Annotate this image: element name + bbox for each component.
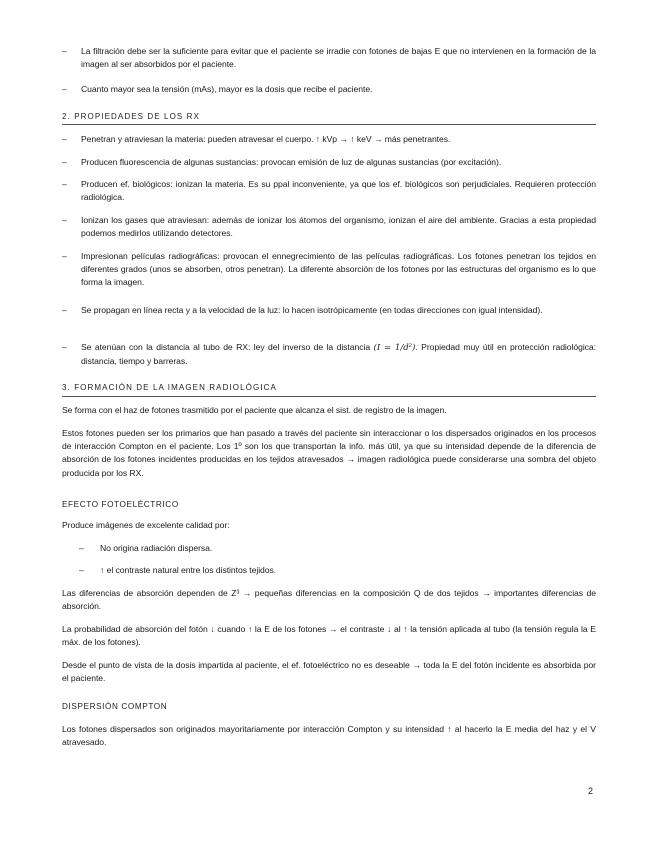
list-item-text: Cuanto mayor sea la tensión (mAs), mayor es la dosis que recibe el paciente.: [81, 84, 373, 94]
subsection-heading: DISPERSIÓN COMPTON: [62, 702, 168, 711]
bullet-dash: –: [62, 84, 67, 94]
list-item: [62, 341, 596, 368]
page-number: 2: [588, 786, 594, 796]
paragraph: La probabilidad de absorción del fotón ↓ cuando ↑ la E de los fotones → el contraste ↓ al ↑ la tensión aplicada al tubo (la tensión regula la E máx. de los fotones).: [62, 624, 596, 648]
paragraph: Produce imágenes de excelente calidad por:: [62, 520, 230, 530]
section-divider: [62, 396, 596, 397]
list-item: [62, 83, 596, 96]
list-item-text: [81, 341, 596, 368]
paragraph: Las diferencias de absorción dependen de Z³ → pequeñas diferencias en la composición Q de dos tejidos → importantes diferencias de absorción.: [62, 588, 596, 612]
paragraph: Desde el punto de vista de la dosis impartida al paciente, el ef. fotoeléctrico no es deseable → toda la E del fotón incidente es absorbida por el paciente.: [62, 660, 596, 684]
list-item: [62, 304, 596, 317]
bullet-dash: –: [62, 134, 67, 144]
paragraph: Se forma con el haz de fotones trasmitido por el paciente que alcanza el sist. de registro de la imagen.: [62, 405, 447, 415]
paragraph: Los fotones dispersados son originados mayoritariamente por interacción Compton y su intensidad ↑ al hacerlo la E media del haz y el V atravesado.: [62, 724, 596, 748]
bullet-dash: –: [62, 342, 67, 352]
bullet-dash: –: [62, 157, 67, 167]
bullet-dash: –: [62, 179, 67, 189]
list-item-text: Producen ef. biológicos: ionizan la materia. Es su ppal inconveniente, ya que los ef. biológicos son perjudiciales. Requieren protección radiológica.: [81, 179, 596, 203]
list-item: [62, 156, 596, 169]
list-item: [62, 250, 596, 290]
subsection-heading: EFECTO FOTOELÉCTRICO: [62, 500, 179, 509]
bullet-dash: –: [62, 46, 67, 56]
list-item: [79, 542, 596, 555]
bullet-dash: –: [62, 215, 67, 225]
inverse-square-formula: (I = 1/d²): [373, 343, 416, 353]
list-item-text: La filtración debe ser la suficiente para evitar que el paciente se irradie con fotones de bajas E que no intervienen en la formación de la imagen al ser absorbidos por el paciente.: [81, 46, 596, 70]
list-item-text: No origina radiación dispersa.: [100, 543, 213, 553]
list-item-text: Se propagan en línea recta y a la velocidad de la luz: lo hacen isotrópicamente (en todas direcciones con igual intensidad).: [81, 305, 543, 315]
list-item: [62, 133, 596, 146]
list-item-text: Ionizan los gases que atraviesan: además de ionizar los átomos del organismo, ionizan el aire del ambiente. Gracias a esta propiedad podemos medirlos utilizando detectores.: [81, 215, 596, 239]
paragraph: Estos fotones pueden ser los primarios que han pasado a través del paciente sin interaccionar o los dispersados originados en los procesos de interacción Compton en el paciente. Los 1º son los que transportan la info. más útil, ya que su intensidad depende de la diferencia de absorción de los fotones incidentes producidas en los tejidos atravesados → imagen radiológica puede considerarse una sombra del objeto producida por los RX.: [62, 428, 596, 478]
list-item: [62, 214, 596, 240]
section-heading: 3. FORMACIÓN DE LA IMAGEN RADIOLÓGICA: [62, 383, 277, 392]
list-item: [62, 178, 596, 204]
list-item-text-start: Se atenúan con la distancia al tubo de RX: ley del inverso de la distancia: [81, 342, 374, 352]
bullet-dash: –: [62, 305, 67, 315]
bullet-dash: –: [62, 251, 67, 261]
list-item-text: Penetran y atraviesan la materia: pueden atravesar el cuerpo. ↑ kVp → ↑ keV → más penetrantes.: [81, 134, 451, 144]
list-item-text: Impresionan películas radiográficas: provocan el ennegrecimiento de las películas radiográficas. Los fotones penetran los tejidos en diferentes grados (unos se absorben, otros penetran). La diferente absorción de los fotones por las estructuras del organismo es lo que forma la imagen.: [81, 251, 596, 288]
section-heading: 2. PROPIEDADES DE LOS RX: [62, 112, 200, 121]
list-item: [79, 564, 596, 577]
list-item-text-end: . Propiedad muy útil en protección radiológica: distancia, tiempo y barreras.: [81, 342, 597, 367]
section-divider: [62, 124, 596, 125]
list-item: [62, 45, 596, 71]
list-item-text: ↑ el contraste natural entre los distintos tejidos.: [100, 565, 277, 575]
bullet-dash: –: [79, 565, 84, 575]
bullet-dash: –: [79, 543, 84, 553]
list-item-text: Producen fluorescencia de algunas sustancias: provocan emisión de luz de algunas sustancias (por excitación).: [81, 157, 502, 167]
